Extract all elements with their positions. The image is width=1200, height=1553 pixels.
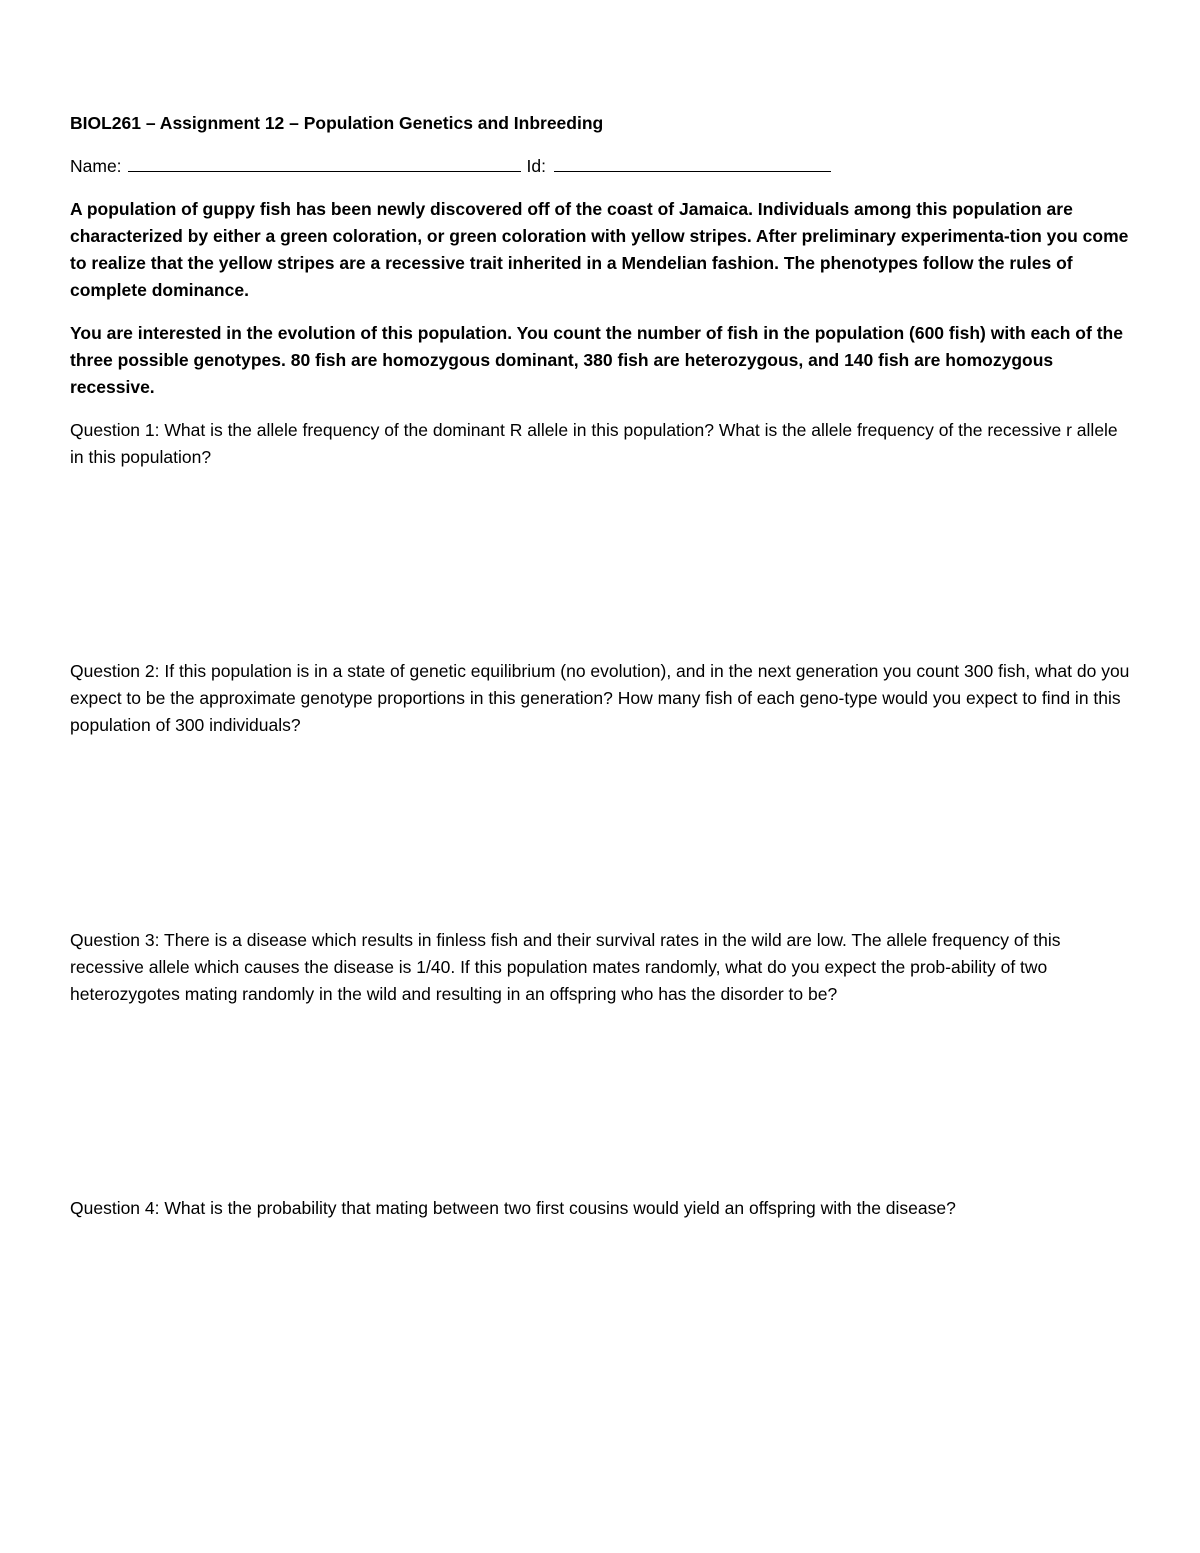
intro-paragraph-1: A population of guppy fish has been newly discovered off of the coast of Jamaica. Individuals among this population are characterized by either a green coloration, or green coloration with yellow stripes. After preliminary experimenta-tion you come to realize that the yellow stripes are a recessive trait inherited in a Mendelian fashion. The phenotypes follow the rules of complete dominance. <box>70 199 1129 300</box>
question-4: Question 4: What is the probability that mating between two first cousins would yield an offspring with the disease? <box>70 1198 956 1218</box>
intro-paragraph-2: You are interested in the evolution of this population. You count the number of fish in the population (600 fish) with each of the three possible genotypes. 80 fish are homozygous dominant, 380 fish are heterozygous, and 140 fish are homozygous recessive. <box>70 323 1123 397</box>
id-blank-line[interactable] <box>554 157 831 172</box>
id-label: Id: <box>526 156 547 176</box>
name-blank-line[interactable] <box>128 157 521 172</box>
question-1: Question 1: What is the allele frequency of the dominant R allele in this population? What is the allele frequency of the recessive r allele in this population? <box>70 420 1118 467</box>
document-title: BIOL261 – Assignment 12 – Population Genetics and Inbreeding <box>70 113 604 133</box>
name-id-row <box>70 153 1130 180</box>
question-3: Question 3: There is a disease which results in finless fish and their survival rates in the wild are low. The allele frequency of this recessive allele which causes the disease is 1/40. If this population mates randomly, what do you expect the prob-ability of two heterozygotes mating randomly in the wild and resulting in an offspring who has the disorder to be? <box>70 930 1061 1004</box>
name-label: Name: <box>70 156 122 176</box>
question-2: Question 2: If this population is in a state of genetic equilibrium (no evolution), and in the next generation you count 300 fish, what do you expect to be the approximate genotype proportions in this generation? How many fish of each geno-type would you expect to find in this population of 300 individuals? <box>70 661 1130 735</box>
